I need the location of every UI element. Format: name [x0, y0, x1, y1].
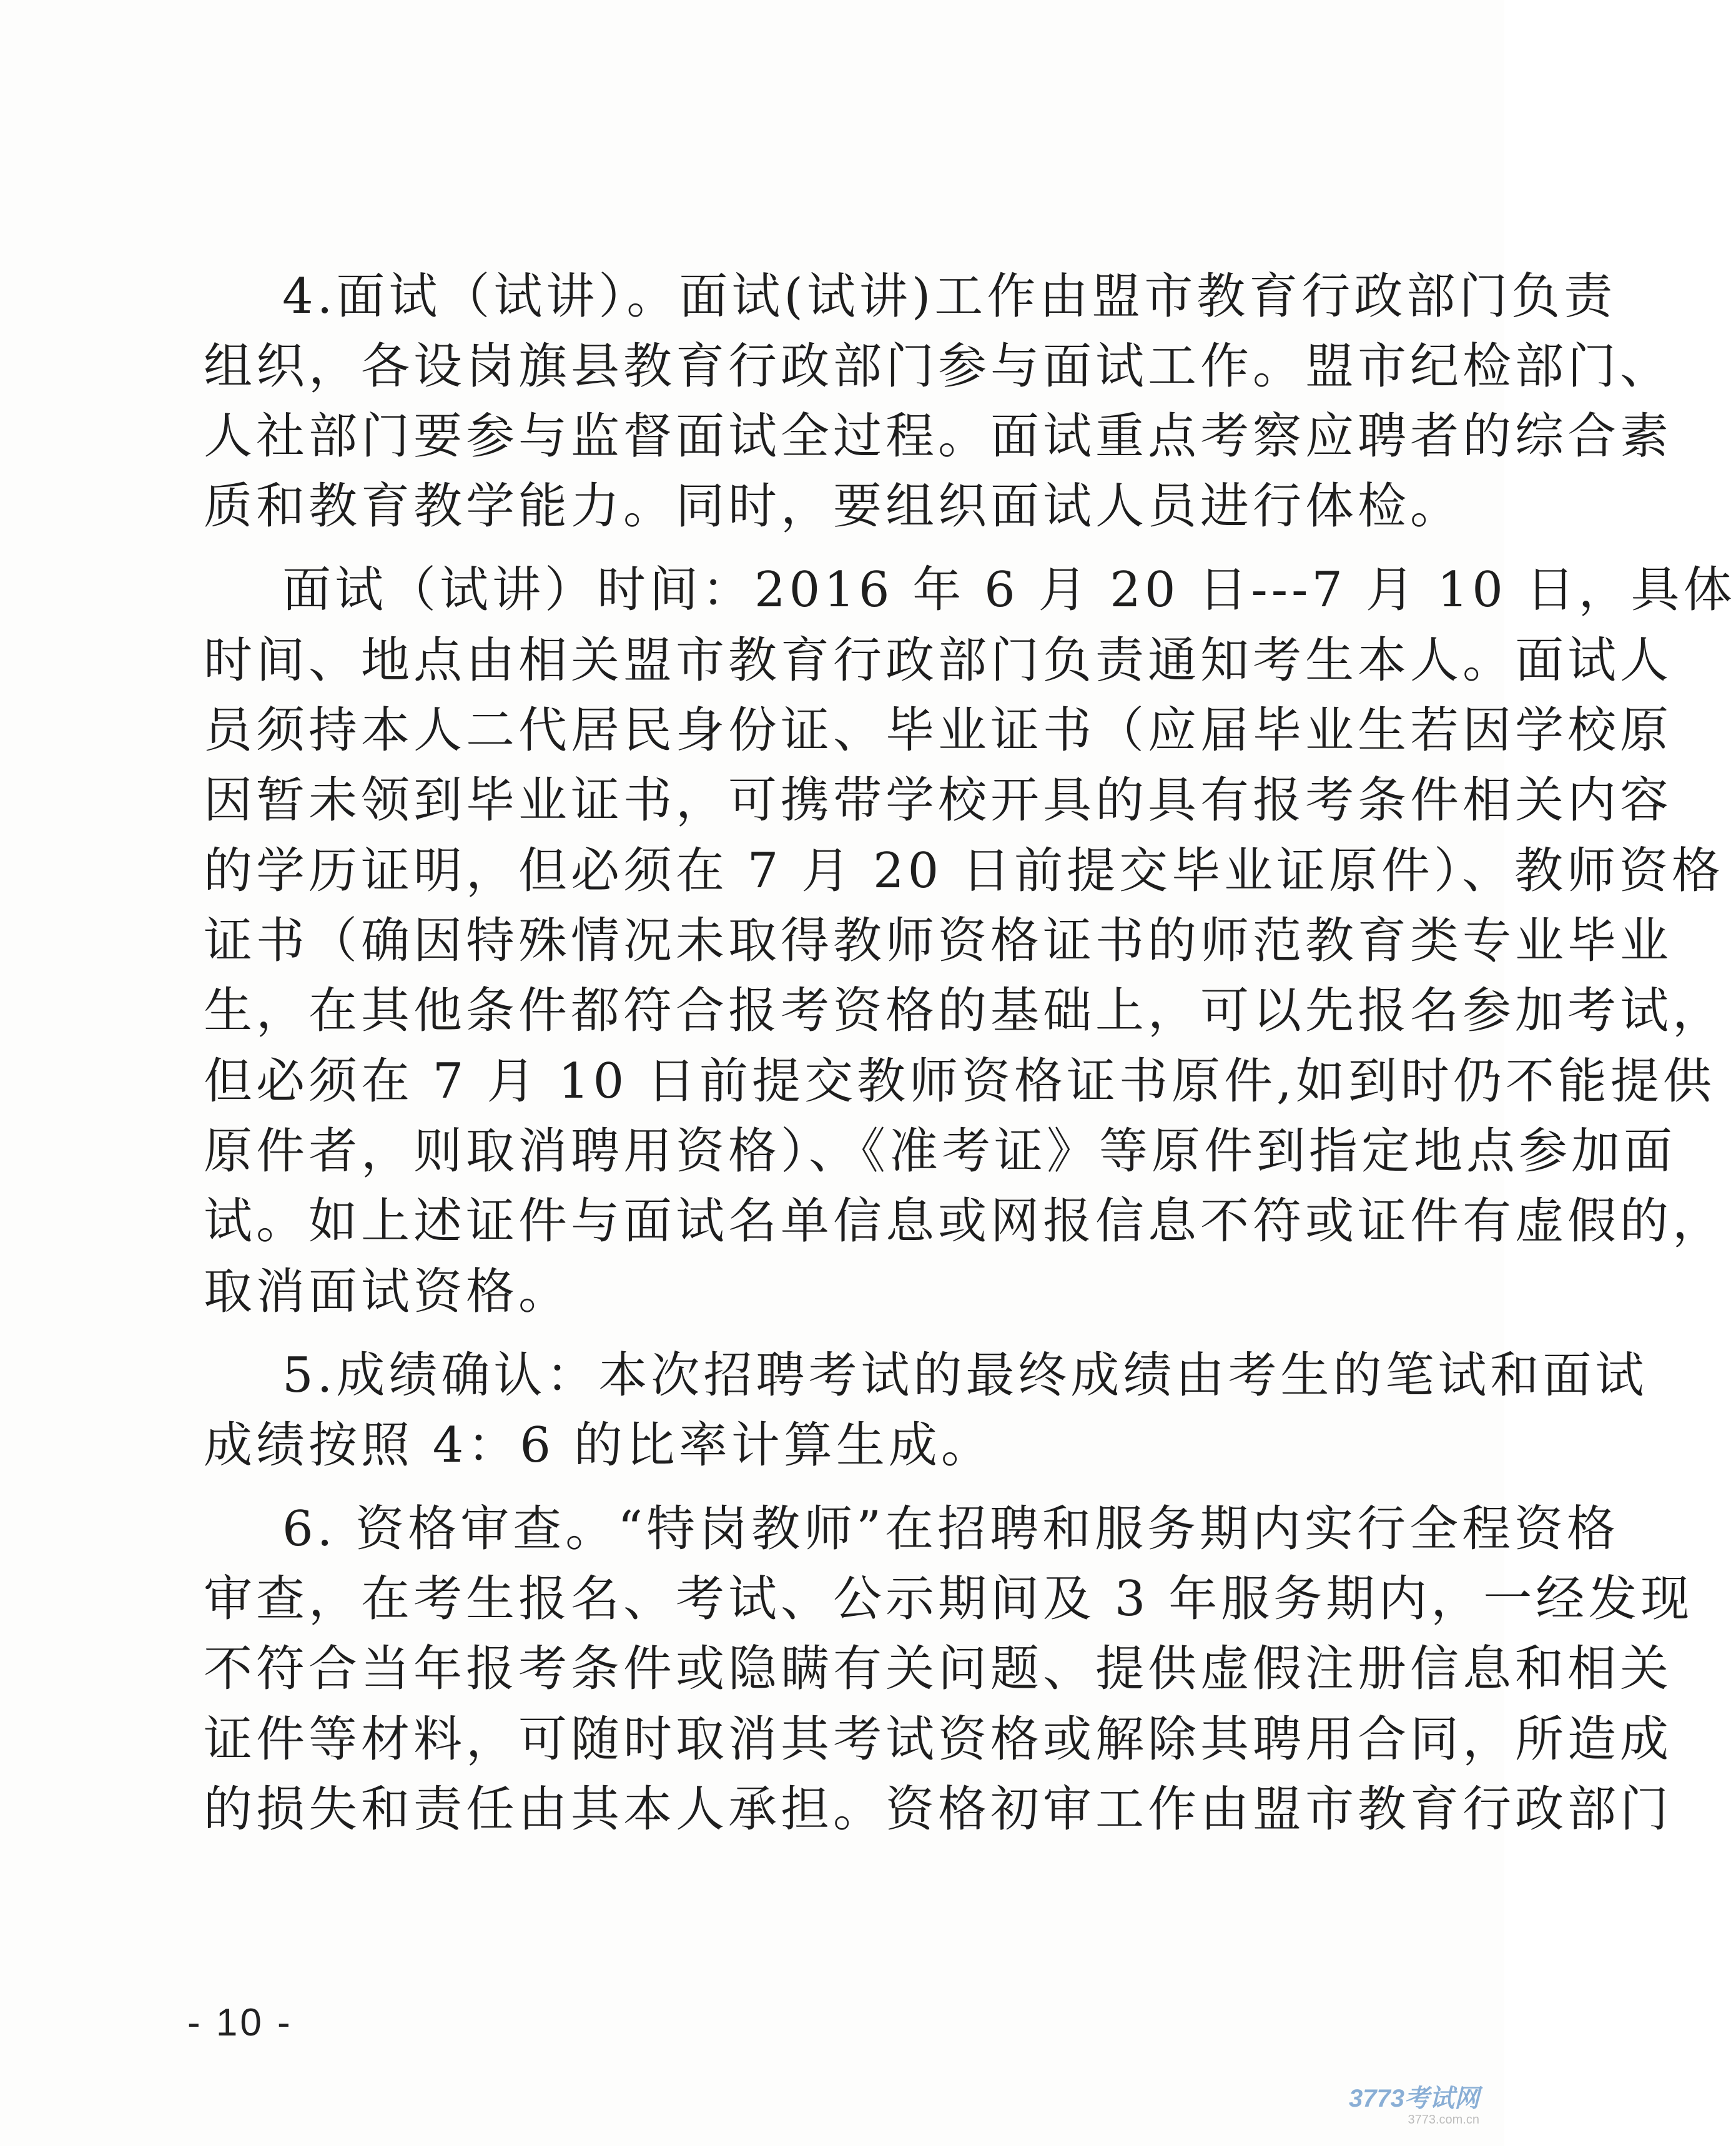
text-line: 但必须在 7 月 10 日前提交教师资格证书原件,如到时仍不能提供 [204, 1053, 1715, 1110]
text-line: 质和教育教学能力。同时，要组织面试人员进行体检。 [204, 478, 1463, 534]
text-line: 不符合当年报考条件或隐瞒有关问题、提供虚假注册信息和相关 [204, 1641, 1673, 1697]
text-line: 原件者，则取消聘用资格）、《准考证》等原件到指定地点参加面 [204, 1123, 1677, 1179]
page-number: - 10 - [187, 2001, 293, 2044]
text-line: 成绩按照 4：6 的比率计算生成。 [204, 1417, 994, 1474]
text-line: 因暂未领到毕业证书，可携带学校开具的具有报考条件相关内容 [204, 772, 1673, 829]
text-line: 组织，各设岗旗县教育行政部门参与面试工作。盟市纪检部门、 [204, 338, 1673, 395]
watermark-sub-text: 3773.com.cn [1408, 2113, 1479, 2127]
text-line: 的损失和责任由其本人承担。资格初审工作由盟市教育行政部门 [204, 1781, 1673, 1838]
watermark-logo [1349, 2085, 1479, 2127]
text-line: 证件等材料，可随时取消其考试资格或解除其聘用合同，所造成 [204, 1711, 1673, 1768]
text-line: 面试（试讲）时间：2016 年 6 月 20 日---7 月 10 日，具体 [282, 562, 1736, 618]
text-line: 员须持本人二代居民身份证、毕业证书（应届毕业生若因学校原 [204, 702, 1673, 759]
text-line: 试。如上述证件与面试名单信息或网报信息不符或证件有虚假的， [204, 1193, 1725, 1249]
watermark-main-text: 3773考试网 [1349, 2085, 1479, 2112]
text-line: 6. 资格审查。“特岗教师”在招聘和服务期内实行全程资格 [282, 1501, 1619, 1557]
text-line: 4.面试（试讲）。面试(试讲)工作由盟市教育行政部门负责 [282, 268, 1617, 325]
text-line: 生，在其他条件都符合报考资格的基础上，可以先报名参加考试， [204, 983, 1725, 1039]
text-line: 5.成绩确认：本次招聘考试的最终成绩由考生的笔试和面试 [282, 1347, 1648, 1404]
text-line: 人社部门要参与监督面试全过程。面试重点考察应聘者的综合素 [204, 408, 1673, 465]
text-line: 的学历证明，但必须在 7 月 20 日前提交毕业证原件）、教师资格 [204, 843, 1725, 899]
text-line: 审查，在考生报名、考试、公示期间及 3 年服务期内，一经发现 [204, 1571, 1694, 1627]
text-line: 时间、地点由相关盟市教育行政部门负责通知考生本人。面试人 [204, 632, 1673, 689]
text-line: 取消面试资格。 [204, 1264, 571, 1320]
text-line: 证书（确因特殊情况未取得教师资格证书的师范教育类专业毕业 [204, 913, 1673, 969]
